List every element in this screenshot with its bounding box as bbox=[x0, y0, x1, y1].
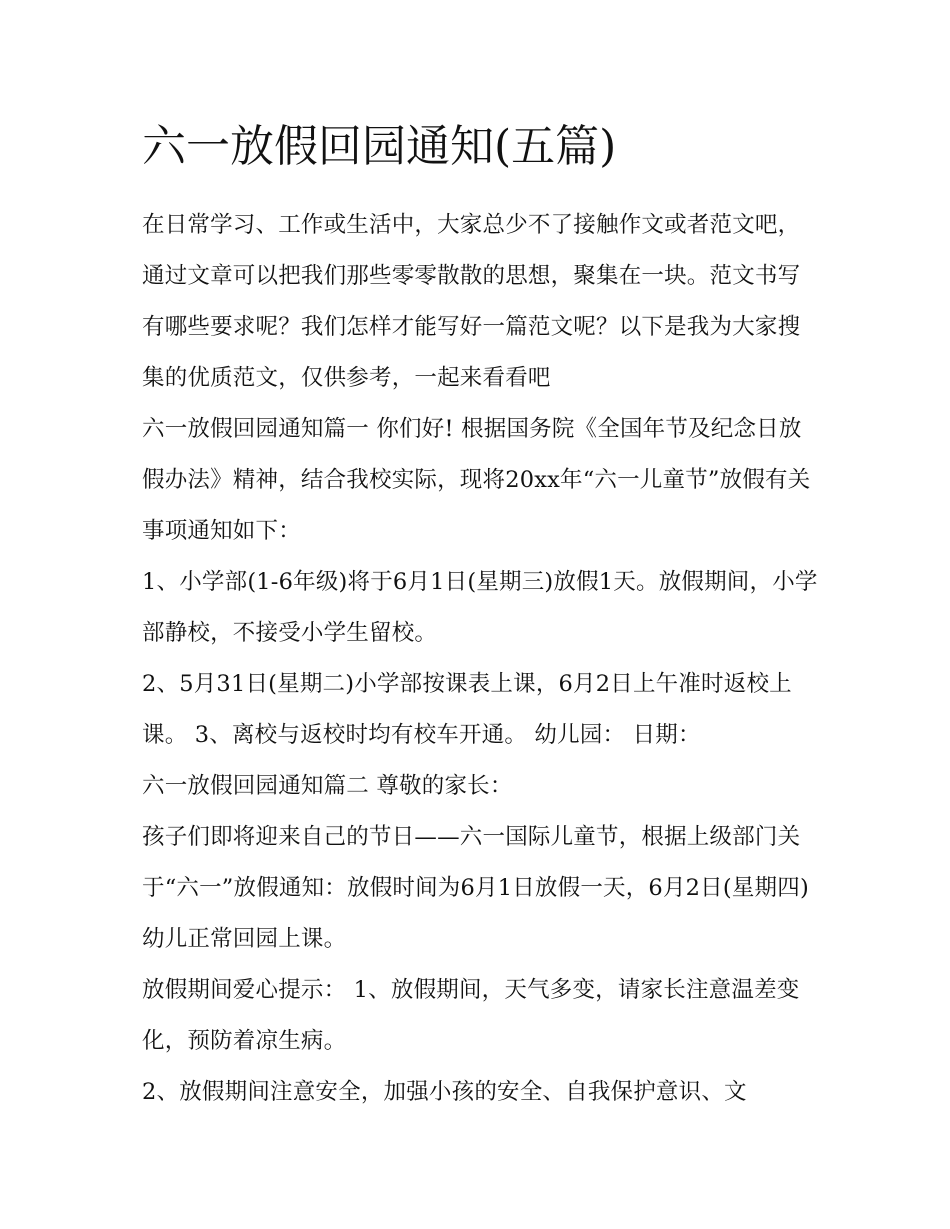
notice-two-heading-paragraph: 六一放假回园通知篇二 尊敬的家长： bbox=[142, 773, 513, 799]
notice-one-heading-paragraph: 六一放假回园通知篇一 你们好! 根据国务院《全国年节及纪念日放假办法》精神，结合我校实际，现将20xx年“六一儿童节”放假有关事项通知如下： bbox=[142, 416, 811, 544]
safety-tip-paragraph: 2、放假期间注意安全，加强小孩的安全、自我保护意识、文 bbox=[142, 1079, 747, 1105]
intro-paragraph: 在日常学习、工作或生活中，大家总少不了接触作文或者范文吧，通过文章可以把我们那些零零散散的思想，聚集在一块。范文书写有哪些要求呢？我们怎样才能写好一篇范文呢？以下是我为大家搜集的优质范文，仅供参考，一起来看看吧 bbox=[142, 212, 801, 391]
document-content bbox=[142, 112, 822, 1118]
item-2-paragraph: 2、5月31日(星期二)小学部按课表上课，6月2日上午准时返校上课。 3、离校与返校时均有校车开通。 幼儿园： 日期： bbox=[142, 671, 792, 748]
item-1-paragraph: 1、小学部(1-6年级)将于6月1日(星期三)放假1天。放假期间，小学部静校，不接受小学生留校。 bbox=[142, 569, 818, 646]
children-day-paragraph: 孩子们即将迎来自己的节日——六一国际儿童节，根据上级部门关于“六一”放假通知：放假时间为6月1日放假一天，6月2日(星期四)幼儿正常回园上课。 bbox=[142, 824, 809, 952]
document-title: 六一放假回园通知(五篇) bbox=[142, 121, 617, 172]
holiday-tips-paragraph: 放假期间爱心提示： 1、放假期间，天气多变，请家长注意温差变化，预防着凉生病。 bbox=[142, 977, 800, 1054]
